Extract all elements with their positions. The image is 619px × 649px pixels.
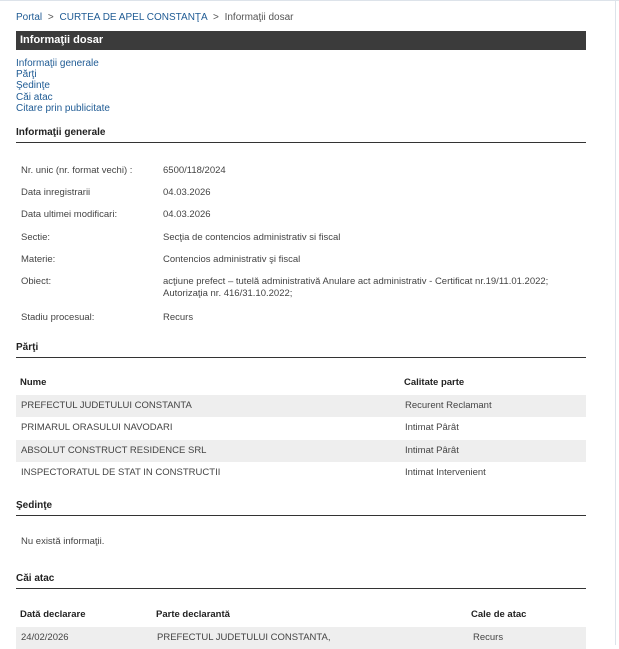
- nav-link-cai-atac[interactable]: Căi atac: [16, 91, 53, 103]
- general-section: [16, 127, 586, 143]
- column-header-nume: Nume: [20, 377, 47, 388]
- party-name: PRIMARUL ORASULUI NAVODARI: [21, 422, 173, 433]
- table-row: [16, 627, 586, 649]
- parti-section-title: Părţi: [16, 342, 586, 358]
- table-row: [16, 440, 586, 462]
- info-label: Nr. unic (nr. format vechi) :: [21, 165, 133, 176]
- table-row: [16, 417, 586, 439]
- nav-link-citare-publicitate[interactable]: Citare prin publicitate: [16, 102, 110, 114]
- nav-link-informatii-generale[interactable]: Informaţii generale: [16, 58, 99, 69]
- info-value: 6500/118/2024: [163, 165, 226, 176]
- page-content: [16, 0, 586, 643]
- party-name: PREFECTUL JUDETULUI CONSTANTA: [21, 400, 192, 411]
- party-name: INSPECTORATUL DE STAT IN CONSTRUCTII: [21, 467, 221, 478]
- party-name: ABSOLUT CONSTRUCT RESIDENCE SRL: [21, 445, 207, 456]
- party-role: Recurent Reclamant: [405, 400, 492, 411]
- column-header-calitate: Calitate parte: [404, 377, 465, 388]
- breadcrumb-portal-link[interactable]: Portal: [16, 12, 43, 23]
- column-header-data-declarare: Dată declarare: [20, 609, 86, 620]
- appeal-party: PREFECTUL JUDETULUI CONSTANTA,: [157, 632, 331, 643]
- general-section-title: Informaţii generale: [16, 127, 586, 143]
- info-value: acţiune prefect – tutelă administrativă Anulare act administrativ - Certificat nr.19/11.01.2022; Autorizaţia nr. 416/31.10.2022;: [163, 276, 549, 299]
- info-label: Sectie:: [21, 232, 51, 243]
- cai-atac-section: [16, 573, 586, 589]
- info-value: 04.03.2026: [163, 209, 211, 220]
- parti-section: [16, 342, 586, 358]
- party-role: Intimat Intervenient: [405, 467, 486, 478]
- party-role: Intimat Pârât: [405, 445, 459, 456]
- party-role: Intimat Pârât: [405, 422, 459, 433]
- info-value: Recurs: [163, 312, 194, 323]
- table-row: [16, 395, 586, 417]
- appeal-date: 24/02/2026: [21, 632, 69, 643]
- table-row: [16, 462, 586, 484]
- page-title: Informaţii dosar: [16, 31, 586, 50]
- sedinte-section-title: Şedinţe: [16, 500, 586, 516]
- breadcrumb-separator: >: [47, 12, 54, 23]
- info-label: Data inregistrarii: [21, 187, 91, 198]
- info-label: Materie:: [21, 254, 56, 265]
- breadcrumb: [16, 0, 586, 29]
- section-nav: [16, 58, 586, 114]
- breadcrumb-current: Informaţii dosar: [224, 12, 294, 23]
- info-label: Obiect:: [21, 276, 52, 287]
- nav-link-parti[interactable]: Părţi: [16, 69, 37, 81]
- cai-atac-section-title: Căi atac: [16, 573, 586, 589]
- breadcrumb-court-link[interactable]: CURTEA DE APEL CONSTANŢA: [59, 12, 208, 23]
- sedinte-empty-message: Nu există informaţii.: [21, 536, 105, 547]
- info-label: Stadiu procesual:: [21, 312, 95, 323]
- column-header-parte-declaranta: Parte declarantă: [156, 609, 230, 620]
- column-header-cale-atac: Cale de atac: [471, 609, 527, 620]
- nav-link-sedinte[interactable]: Şedinţe: [16, 80, 50, 92]
- sedinte-section: [16, 500, 586, 516]
- breadcrumb-separator: >: [212, 12, 219, 23]
- info-label: Data ultimei modificari:: [21, 209, 118, 220]
- info-value: 04.03.2026: [163, 187, 211, 198]
- info-value: Secţia de contencios administrativ si fiscal: [163, 232, 341, 243]
- appeal-type: Recurs: [473, 632, 504, 643]
- info-value: Contencios administrativ şi fiscal: [163, 254, 301, 265]
